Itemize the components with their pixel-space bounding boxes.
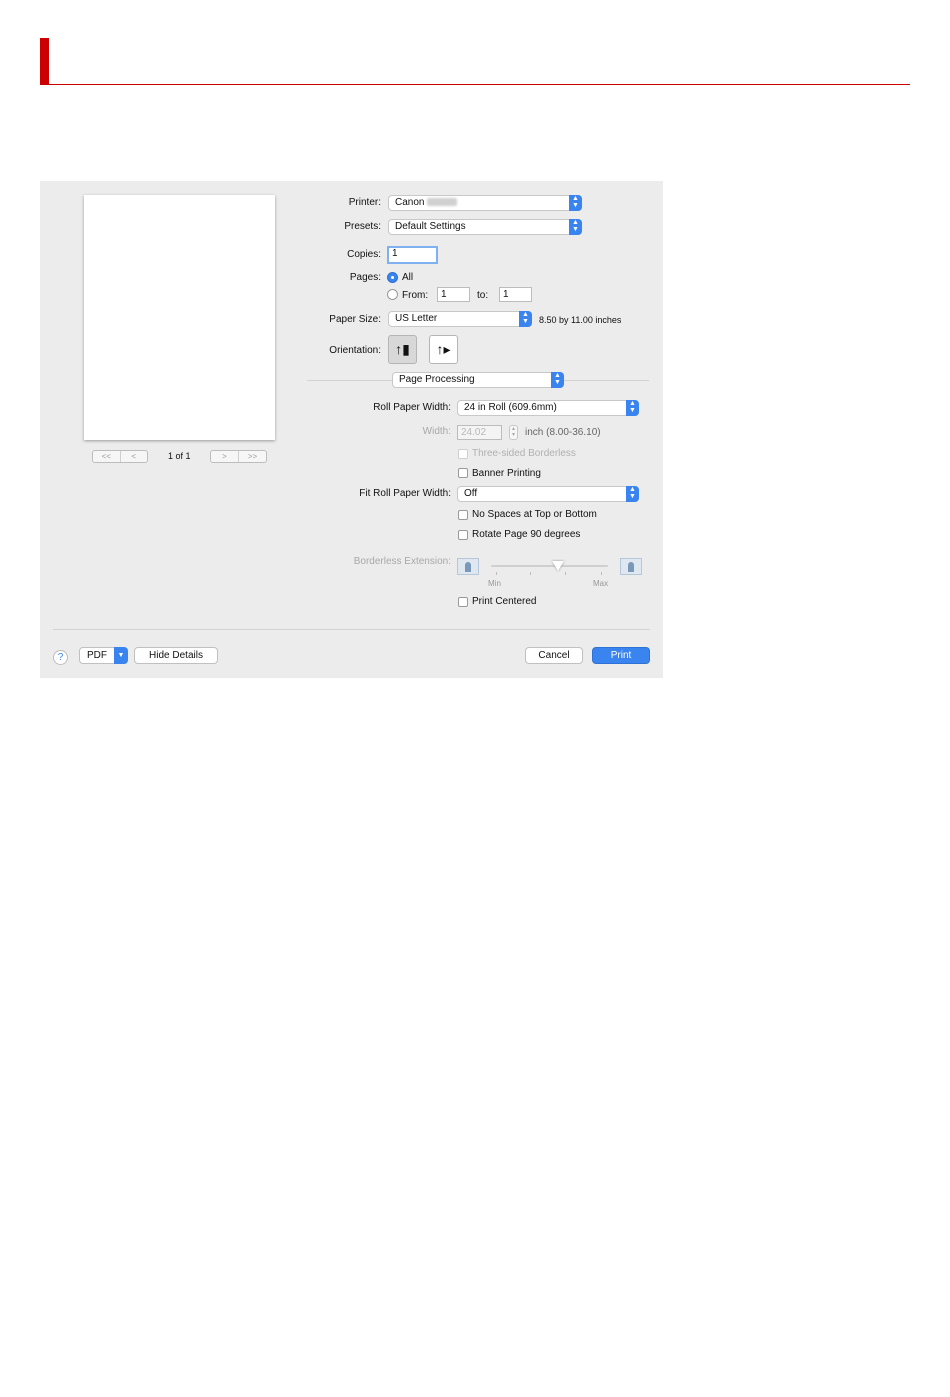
section-header-rule xyxy=(40,84,910,85)
presets-popup[interactable] xyxy=(388,219,582,235)
paper-size-label: Paper Size: xyxy=(329,314,381,325)
roll-paper-width-value: 24 in Roll (609.6mm) xyxy=(464,402,557,413)
printer-label: Printer: xyxy=(348,197,381,208)
section-header-accent xyxy=(40,38,49,85)
slider-tick xyxy=(565,572,566,575)
next-page-button[interactable]: > xyxy=(222,452,227,461)
fit-roll-paper-width-label: Fit Roll Paper Width: xyxy=(359,488,451,499)
pages-all-label: All xyxy=(402,272,414,283)
section-popup[interactable] xyxy=(392,372,564,388)
width-unit: inch (8.00-36.10) xyxy=(525,427,601,438)
chevron-updown-icon: ▲ ▼ xyxy=(626,486,639,502)
fit-roll-paper-width-value: Off xyxy=(464,488,478,499)
borderless-extension-slider[interactable] xyxy=(491,565,608,567)
three-sided-borderless-label: Three-sided Borderless xyxy=(472,448,576,459)
pdf-label: PDF xyxy=(87,650,107,661)
help-button[interactable]: ? xyxy=(53,650,68,665)
pages-to-field[interactable]: 1 xyxy=(499,287,532,302)
printer-popup[interactable] xyxy=(388,195,582,211)
width-stepper[interactable]: ▴ ▾ xyxy=(509,425,518,440)
copies-field[interactable]: 1 xyxy=(387,246,438,264)
hide-details-button[interactable]: Hide Details xyxy=(134,647,218,664)
paper-size-popup[interactable] xyxy=(388,311,532,327)
chevron-updown-icon: ▲ ▼ xyxy=(569,219,582,235)
footer-separator xyxy=(53,629,650,630)
cancel-button[interactable]: Cancel xyxy=(525,647,583,664)
section-value: Page Processing xyxy=(399,374,475,385)
prev-page-button[interactable]: < xyxy=(120,451,148,462)
chevron-updown-icon: ▲ ▼ xyxy=(551,372,564,388)
no-spaces-label: No Spaces at Top or Bottom xyxy=(472,509,597,520)
fit-roll-paper-width-popup[interactable] xyxy=(457,486,639,502)
banner-printing-checkbox[interactable] xyxy=(458,468,468,478)
paper-size-dimensions: 8.50 by 11.00 inches xyxy=(539,315,622,325)
portrait-icon[interactable]: ↑▮ xyxy=(388,335,417,364)
last-page-button[interactable]: >> xyxy=(238,451,266,462)
pages-from-label: From: xyxy=(402,290,429,301)
page-preview xyxy=(84,195,275,440)
print-centered-label: Print Centered xyxy=(472,596,537,607)
three-sided-borderless-checkbox[interactable] xyxy=(458,449,468,459)
slider-tick xyxy=(530,572,531,575)
pager-forward-group xyxy=(210,450,267,463)
presets-label: Presets: xyxy=(344,221,381,232)
presets-value: Default Settings xyxy=(395,221,466,232)
printer-value: Canon xyxy=(395,197,425,208)
pdf-menu-button[interactable] xyxy=(79,647,128,664)
slider-knob[interactable] xyxy=(552,561,564,571)
pager-back-group xyxy=(92,450,148,463)
banner-printing-label: Banner Printing xyxy=(472,468,541,479)
rotate-page-label: Rotate Page 90 degrees xyxy=(472,529,581,540)
paper-size-value: US Letter xyxy=(395,313,438,324)
print-dialog xyxy=(40,181,663,678)
width-field[interactable]: 24.02 xyxy=(457,425,502,440)
slider-tick xyxy=(496,572,497,575)
pages-label: Pages: xyxy=(349,272,381,283)
chevron-updown-icon: ▲ ▼ xyxy=(569,195,582,211)
printer-model-redacted xyxy=(427,198,457,206)
borderless-extension-label: Borderless Extension: xyxy=(353,556,451,567)
landscape-icon[interactable]: ↑▸ xyxy=(429,335,458,364)
print-button[interactable]: Print xyxy=(592,647,650,664)
chevron-updown-icon: ▲ ▼ xyxy=(519,311,532,327)
first-page-button[interactable]: << xyxy=(101,452,111,461)
slider-min-label: Min xyxy=(488,579,501,588)
max-extension-icon xyxy=(620,558,642,575)
print-centered-checkbox[interactable] xyxy=(458,597,468,607)
width-label: Width: xyxy=(422,426,451,437)
chevron-updown-icon: ▲ ▼ xyxy=(626,400,639,416)
roll-paper-width-popup[interactable] xyxy=(457,400,639,416)
no-spaces-checkbox[interactable] xyxy=(458,510,468,520)
pages-from-field[interactable]: 1 xyxy=(437,287,470,302)
slider-tick xyxy=(601,572,602,575)
rotate-page-checkbox[interactable] xyxy=(458,530,468,540)
orientation-label: Orientation: xyxy=(329,345,381,356)
chevron-down-icon: ▼ xyxy=(114,647,128,664)
roll-paper-width-label: Roll Paper Width: xyxy=(373,402,451,413)
pages-to-label: to: xyxy=(477,290,489,301)
copies-label: Copies: xyxy=(347,249,381,260)
pages-from-radio[interactable] xyxy=(387,289,398,300)
min-extension-icon xyxy=(457,558,479,575)
pages-all-radio[interactable] xyxy=(387,272,398,283)
slider-max-label: Max xyxy=(593,579,609,588)
page-indicator: 1 of 1 xyxy=(168,451,191,461)
